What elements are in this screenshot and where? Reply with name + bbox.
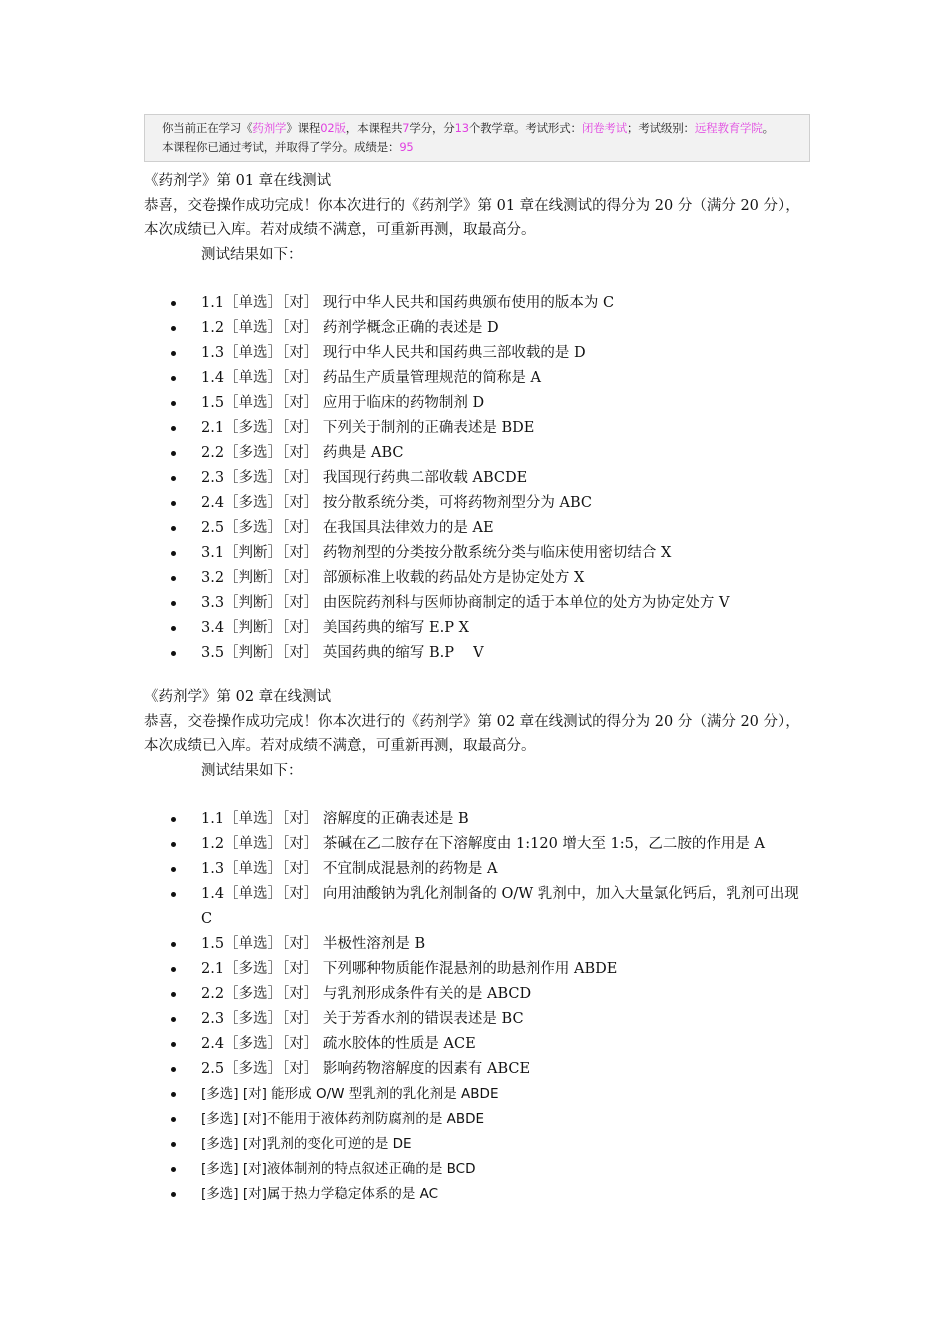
list-item: 1.4［单选］［对］ 向用油酸钠为乳化剂制备的 O/W 乳剂中，加入大量氯化钙后，乳剂可出现 C bbox=[144, 882, 806, 932]
list-item: 3.2［判断］［对］ 部颁标准上收载的药品处方是协定处方 X bbox=[144, 566, 806, 591]
list-item: 2.3［多选］［对］ 我国现行药典二部收载 ABCDE bbox=[144, 466, 806, 491]
chapter-01-test-section bbox=[144, 169, 824, 666]
result-paragraph: 恭喜，交卷操作成功完成！你本次进行的《药剂学》第 02 章在线测试的得分为 20 分（满分 20 分），本次成绩已入库。若对成绩不满意，可重新再测，取最高分。 bbox=[144, 713, 800, 754]
course-edition: 02版 bbox=[320, 121, 346, 135]
result-list bbox=[144, 291, 824, 666]
chapter-02-test-section bbox=[144, 685, 824, 1207]
course-info-line-2 bbox=[162, 138, 809, 157]
list-item: 2.2［多选］［对］ 与乳剂形成条件有关的是 ABCD bbox=[144, 982, 806, 1007]
list-item: 3.1［判断］［对］ 药物剂型的分类按分散系统分类与临床使用密切结合 X bbox=[144, 541, 806, 566]
banner-text: ，本课程共 bbox=[345, 121, 403, 135]
course-info-line-1 bbox=[162, 119, 809, 138]
list-item: 1.3［单选］［对］ 不宜制成混悬剂的药物是 A bbox=[144, 857, 806, 882]
list-item: 1.1［单选］［对］ 溶解度的正确表述是 B bbox=[144, 807, 806, 832]
result-intro: 测试结果如下： bbox=[201, 246, 303, 263]
result-paragraph: 恭喜，交卷操作成功完成！你本次进行的《药剂学》第 01 章在线测试的得分为 20 分（满分 20 分），本次成绩已入库。若对成绩不满意，可重新再测，取最高分。 bbox=[144, 197, 800, 238]
list-item: 1.3［单选］［对］ 现行中华人民共和国药典三部收载的是 D bbox=[144, 341, 806, 366]
list-item: 2.2［多选］［对］ 药典是 ABC bbox=[144, 441, 806, 466]
exam-form: 闭卷考试 bbox=[581, 121, 628, 135]
list-item: 1.4［单选］［对］ 药品生产质量管理规范的简称是 A bbox=[144, 366, 806, 391]
list-item: 3.5［判断］［对］ 英国药典的缩写 B.P V bbox=[144, 641, 806, 666]
list-item: 2.4［多选］［对］ 按分散系统分类，可将药物剂型分为 ABC bbox=[144, 491, 806, 516]
banner-text: 你当前正在学习《 bbox=[162, 121, 253, 135]
course-info-banner bbox=[144, 114, 810, 162]
section-title: 《药剂学》第 02 章在线测试 bbox=[144, 689, 332, 705]
course-name: 药剂学 bbox=[252, 121, 287, 135]
banner-text: 学分，分 bbox=[409, 121, 455, 135]
course-chapters: 13 bbox=[454, 121, 469, 135]
list-item: 3.4［判断］［对］ 美国药典的缩写 E.P X bbox=[144, 616, 806, 641]
list-item: 2.5［多选］［对］ 在我国具法律效力的是 AE bbox=[144, 516, 806, 541]
list-item: 2.5［多选］［对］ 影响药物溶解度的因素有 ABCE bbox=[144, 1057, 806, 1082]
list-item: [多选] [对]不能用于液体药剂防腐剂的是 ABDE bbox=[144, 1107, 806, 1132]
exam-level: 远程教育学院 bbox=[694, 121, 763, 135]
list-item: 2.1［多选］［对］ 下列哪种物质能作混悬剂的助悬剂作用 ABDE bbox=[144, 957, 806, 982]
list-item: 1.2［单选］［对］ 药剂学概念正确的表述是 D bbox=[144, 316, 806, 341]
list-item: 3.3［判断］［对］ 由医院药剂科与医师协商制定的适于本单位的处方为协定处方 V bbox=[144, 591, 806, 616]
list-item: 1.5［单选］［对］ 应用于临床的药物制剂 D bbox=[144, 391, 806, 416]
list-item: 2.1［多选］［对］ 下列关于制剂的正确表述是 BDE bbox=[144, 416, 806, 441]
list-item: 2.4［多选］［对］ 疏水胶体的性质是 ACE bbox=[144, 1032, 806, 1057]
banner-text: 。 bbox=[762, 121, 774, 135]
list-item: 1.1［单选］［对］ 现行中华人民共和国药典颁布使用的版本为 C bbox=[144, 291, 806, 316]
course-credits: 7 bbox=[402, 121, 410, 135]
banner-text: 个教学章。考试形式： bbox=[468, 121, 582, 135]
result-intro: 测试结果如下： bbox=[201, 762, 303, 779]
course-score: 95 bbox=[399, 140, 414, 154]
list-item: [多选] [对]属于热力学稳定体系的是 AC bbox=[144, 1182, 806, 1207]
list-item: 1.2［单选］［对］ 茶碱在乙二胺存在下溶解度由 1:120 增大至 1:5，乙二胺的作用是 A bbox=[144, 832, 806, 857]
banner-text: 》课程 bbox=[286, 121, 321, 135]
list-item: [多选] [对]乳剂的变化可逆的是 DE bbox=[144, 1132, 806, 1157]
list-item: 1.5［单选］［对］ 半极性溶剂是 B bbox=[144, 932, 806, 957]
list-item: [多选] [对] 能形成 O/W 型乳剂的乳化剂是 ABDE bbox=[144, 1082, 806, 1107]
banner-text: ；考试级别： bbox=[627, 121, 695, 135]
result-list bbox=[144, 807, 824, 1207]
list-item: [多选] [对]液体制剂的特点叙述正确的是 BCD bbox=[144, 1157, 806, 1182]
list-item: 2.3［多选］［对］ 关于芳香水剂的错误表述是 BC bbox=[144, 1007, 806, 1032]
section-title: 《药剂学》第 01 章在线测试 bbox=[144, 173, 332, 189]
banner-text: 本课程你已通过考试，并取得了学分。成绩是： bbox=[162, 140, 400, 154]
